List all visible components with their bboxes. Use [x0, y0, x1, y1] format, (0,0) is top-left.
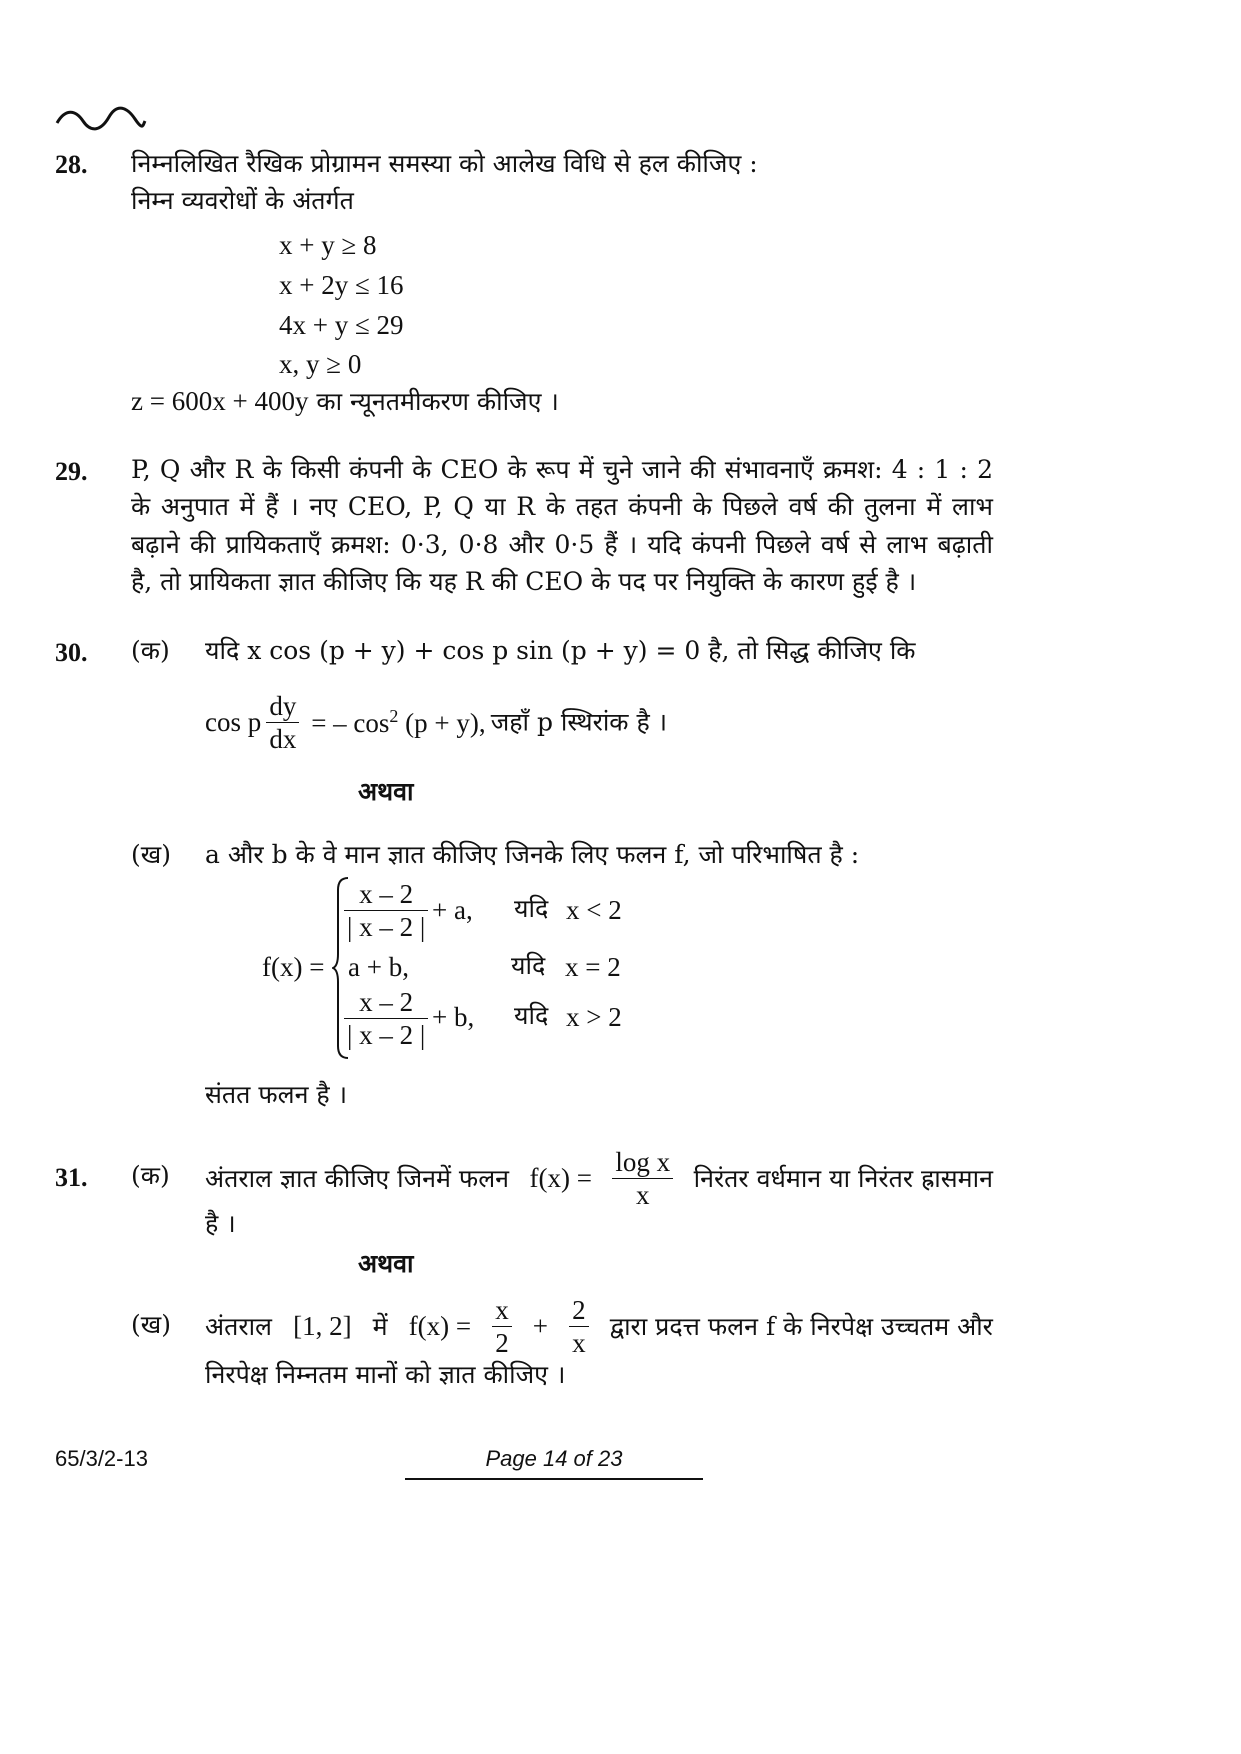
- q31-part-b-fraction-2: [569, 1294, 589, 1359]
- q31-part-a-label: (क): [131, 1161, 170, 1190]
- q31-part-b-den1: 2: [492, 1326, 512, 1359]
- q29-line-3: बढ़ाने की प्रायिकताएँ क्रमश: 0·3, 0·8 और 0·5 हैं । यदि कंपनी पिछले वर्ष से लाभ बढ़ाती: [131, 530, 993, 559]
- q30-part-b-text: a और b के वे मान ज्ञात कीजिए जिनके लिए फलन f, जो परिभाषित है :: [205, 840, 860, 869]
- q30-case1-cond-word: यदि: [514, 894, 549, 923]
- q30-eq-rhs: = – $\cos^2 (p + y)$,: [311, 706, 486, 738]
- q31-part-a-fraction: [612, 1146, 673, 1211]
- wavy-mark-icon: [55, 105, 147, 131]
- q30-part-b-label: (ख): [131, 840, 171, 869]
- q31-part-a-den: x: [612, 1178, 673, 1211]
- q30-case3-tail: + b,: [432, 1002, 475, 1032]
- q28-constraint-4: x, y ≥ 0: [279, 349, 362, 379]
- q31-part-b-num1: x: [495, 1295, 509, 1325]
- q30-eq-frac-num: dy: [269, 691, 297, 721]
- q28-objective: z = 600x + 400y: [131, 386, 309, 416]
- q30-case1-den: | x – 2 |: [344, 910, 428, 943]
- q30-eq-rhs-sup: 2: [389, 706, 399, 726]
- q29-line-1: P, Q और R के किसी कंपनी के CEO के रूप में चुने जाने की संभावनाएँ क्रमश: 4 : 1 : 2: [131, 455, 993, 484]
- q31-part-b-plus: +: [532, 1311, 549, 1341]
- q31-part-a-text2: निरंतर वर्धमान या निरंतर ह्रासमान: [693, 1163, 993, 1193]
- q30-closing: संतत फलन है ।: [205, 1080, 348, 1109]
- q31-part-a-text3: है ।: [205, 1209, 236, 1238]
- q30-fx-label: f(x) =: [262, 952, 325, 982]
- q28-intro: निम्नलिखित रैखिक प्रोग्रामन समस्या को आलेख विधि से हल कीजिए :: [131, 149, 758, 178]
- q28-objective-line: [131, 386, 559, 417]
- paper-code: 65/3/2-13: [55, 1446, 148, 1471]
- q31-part-b-line: [205, 1294, 993, 1359]
- q31-part-b-text1: अंतराल: [205, 1311, 273, 1341]
- question-number-31: 31.: [55, 1163, 88, 1192]
- q30-eq-lhs: cos p: [205, 707, 262, 737]
- q31-part-b-text3: द्वारा प्रदत्त फलन f के निरपेक्ष उच्चतम और: [609, 1311, 993, 1341]
- q30-eq-fraction: [266, 690, 299, 755]
- q30-or: अथवा: [358, 777, 414, 806]
- question-number-30: 30.: [55, 638, 88, 667]
- q31-part-a-num: log x: [615, 1147, 671, 1177]
- q31-part-b-text4: निरपेक्ष निम्नतम मानों को ज्ञात कीजिए ।: [205, 1360, 566, 1389]
- q28-constraint-3: 4x + y ≤ 29: [279, 310, 404, 340]
- q30-eq-rhs-text: जहाँ p स्थिरांक है ।: [490, 707, 668, 737]
- q30-case1-fraction: [344, 878, 428, 943]
- q30-case1-num: x – 2: [359, 879, 414, 909]
- q30-case2-cond: x = 2: [565, 952, 621, 982]
- q30-eq-frac-den: dx: [266, 722, 299, 755]
- q31-part-b-fx: f(x) =: [408, 1311, 472, 1341]
- q30-case2-cond-word: यदि: [511, 951, 546, 980]
- q30-part-a-text: यदि x cos (p + y) + cos p sin (p + y) = 0 है, तो सिद्ध कीजिए कि: [205, 636, 916, 665]
- q29-line-2: के अनुपात में हैं । नए CEO, P, Q या R के तहत कंपनी के पिछले वर्ष की तुलना में लाभ: [131, 492, 993, 521]
- q30-case3-cond: x > 2: [566, 1002, 622, 1032]
- footer-rule: [405, 1478, 703, 1480]
- q31-part-b-fraction-1: [492, 1294, 512, 1359]
- question-number-28: 28.: [55, 150, 88, 179]
- q28-objective-text: का न्यूनतमीकरण कीजिए ।: [316, 387, 559, 416]
- q28-constraint-2: x + 2y ≤ 16: [279, 270, 404, 300]
- q31-part-b-text2: में: [372, 1311, 388, 1341]
- q30-equation: [205, 690, 667, 755]
- question-number-29: 29.: [55, 457, 88, 486]
- q28-constraints-label: निम्न व्यवरोधों के अंतर्गत: [131, 186, 354, 215]
- q31-or: अथवा: [358, 1249, 414, 1278]
- q31-part-b-interval: [1, 2]: [293, 1311, 352, 1341]
- q30-case3-cond-word: यदि: [514, 1001, 549, 1030]
- q29-line-4: है, तो प्रायिकता ज्ञात कीजिए कि यह R की CEO के पद पर नियुक्ति के कारण हुई है ।: [131, 567, 917, 596]
- q28-constraint-1: x + y ≥ 8: [279, 230, 377, 260]
- q31-part-a-line: [205, 1146, 993, 1211]
- q31-part-b-num2: 2: [572, 1295, 586, 1325]
- q30-case1-tail: + a,: [432, 895, 473, 925]
- q30-case3-num: x – 2: [359, 987, 414, 1017]
- q30-case2-expr: a + b,: [348, 952, 409, 982]
- q30-case3-den: | x – 2 |: [344, 1018, 428, 1051]
- q31-part-b-label: (ख): [131, 1310, 171, 1339]
- q31-part-b-den2: x: [569, 1326, 589, 1359]
- q31-part-a-text1: अंतराल ज्ञात कीजिए जिनमें फलन: [205, 1163, 510, 1193]
- q30-case3-fraction: [344, 986, 428, 1051]
- q30-case1-cond: x < 2: [566, 895, 622, 925]
- page-number: Page 14 of 23: [485, 1446, 623, 1471]
- q31-part-a-fx: f(x) =: [529, 1163, 592, 1193]
- q30-part-a-label: (क): [131, 636, 170, 665]
